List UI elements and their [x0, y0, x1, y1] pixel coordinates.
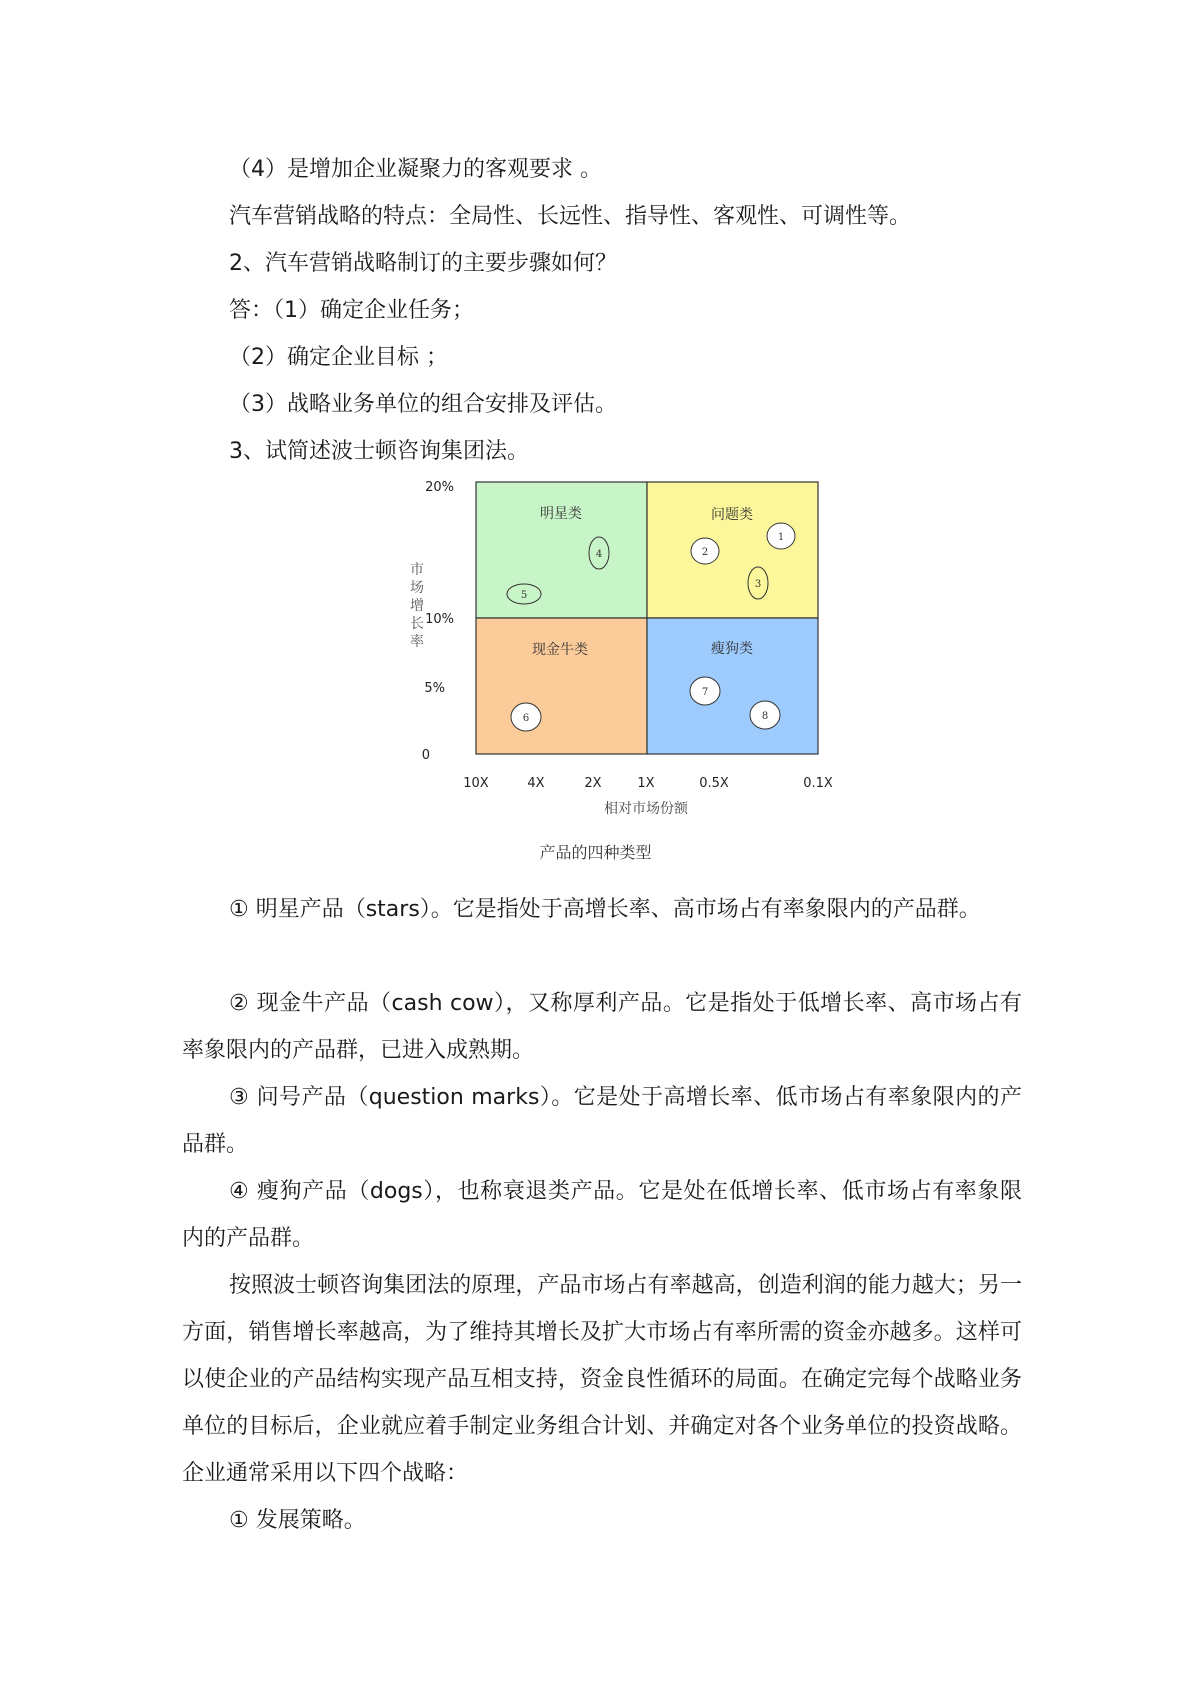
point-label-3: 3: [754, 579, 762, 590]
quadrant-dogs: [647, 618, 818, 754]
text-line-4: 答：（1）确定企业任务；: [229, 298, 474, 323]
y-axis-label: 市场增长率: [410, 562, 424, 650]
paragraph-question-marks: ③ 问号产品（question marks）。它是处于高增长率、低市场占有率象限内的产品群。: [182, 1085, 1022, 1157]
point-6: [511, 703, 541, 731]
point-1: [767, 523, 795, 549]
paragraph-cash-cow: ② 现金牛产品（cash cow），又称厚利产品。它是指处于低增长率、高市场占有率象限内的产品群，已进入成熟期。: [182, 991, 1022, 1063]
quadrant-label-question-marks: 问题类: [711, 507, 753, 523]
point-label-2: 2: [701, 547, 709, 558]
quadrant-label-stars: 明星类: [540, 506, 582, 522]
x-tick-10x: 10X: [463, 776, 489, 791]
point-label-4: 4: [595, 549, 603, 560]
quadrant-cash-cows: [476, 618, 647, 754]
point-8: [750, 701, 780, 729]
paragraph-strategy-1: ① 发展策略。: [229, 1508, 366, 1533]
y-tick-20: 20%: [425, 480, 454, 495]
point-label-6: 6: [522, 713, 530, 724]
x-tick-0-1x: 0.1X: [803, 776, 833, 791]
text-line-5: （2）确定企业目标 ；: [229, 345, 448, 370]
y-tick-5: 5%: [424, 681, 445, 696]
paragraph-stars: ① 明星产品（stars）。它是指处于高增长率、高市场占有率象限内的产品群。: [229, 897, 981, 922]
paragraph-dogs: ④ 瘦狗产品（dogs），也称衰退类产品。它是处在低增长率、低市场占有率象限内的产品群。: [182, 1179, 1022, 1251]
y-tick-0: 0: [421, 748, 430, 763]
text-line-2: 汽车营销战略的特点：全局性、长远性、指导性、客观性、可调性等。: [229, 204, 912, 229]
quadrant-label-dogs: 瘦狗类: [711, 641, 753, 657]
point-label-1: 1: [777, 532, 785, 543]
x-tick-0-5x: 0.5X: [699, 776, 729, 791]
text-line-1: （4）是增加企业凝聚力的客观要求 。: [229, 157, 602, 182]
bcg-matrix-figure: [390, 470, 840, 820]
point-label-5: 5: [520, 590, 528, 601]
text-line-6: （3）战略业务单位的组合安排及评估。: [229, 392, 617, 417]
point-2: [691, 538, 719, 564]
quadrant-question-marks: [647, 482, 818, 618]
text-line-3: 2、汽车营销战略制订的主要步骤如何？: [229, 251, 617, 276]
quadrant-label-cash-cows: 现金牛类: [532, 642, 588, 658]
paragraph-bcg-principle: 按照波士顿咨询集团法的原理，产品市场占有率越高，创造利润的能力越大；另一方面，销售增长率越高，为了维持其增长及扩大市场占有率所需的资金亦越多。这样可以使企业的产品结构实现产品互相支持，资金良性循环的局面。在确定完每个战略业务单位的目标后，企业就应着手制定业务组合计划、并确定对各个业务单位的投资战略。企业通常采用以下四个战略：: [182, 1273, 1022, 1486]
text-line-7: 3、试简述波士顿咨询集团法。: [229, 439, 529, 464]
x-tick-4x: 4X: [527, 776, 545, 791]
x-tick-2x: 2X: [584, 776, 602, 791]
x-tick-1x: 1X: [637, 776, 655, 791]
point-7: [690, 677, 720, 705]
figure-caption: 产品的四种类型: [539, 843, 652, 862]
bcg-matrix-chart: [390, 470, 840, 820]
x-axis-label: 相对市场份额: [604, 801, 688, 817]
point-label-7: 7: [701, 687, 709, 698]
y-tick-10: 10%: [425, 612, 454, 627]
point-label-8: 8: [761, 711, 769, 722]
quadrant-stars: [476, 482, 647, 618]
